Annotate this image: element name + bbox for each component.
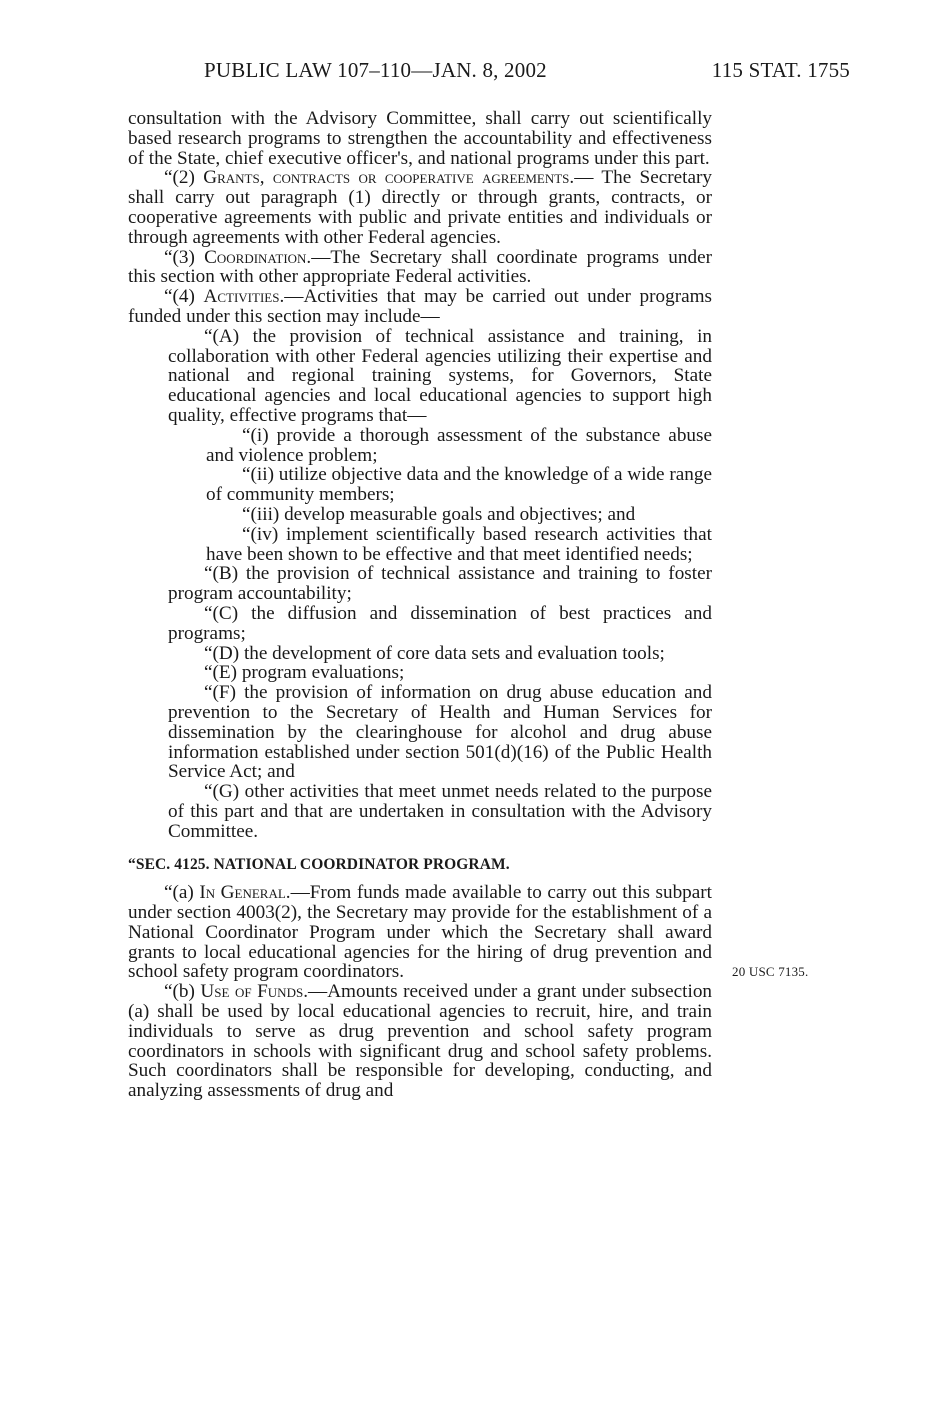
subparagraph-c: “(C) the diffusion and dissemination of best practices and programs; bbox=[168, 602, 712, 644]
clause-iii: “(iii) develop measurable goals and objectives; and bbox=[242, 503, 636, 525]
subsection-number: “(b) bbox=[164, 981, 201, 1003]
paragraph-heading: Coordination. bbox=[204, 246, 312, 268]
statute-page: 115 STAT. 1755 bbox=[711, 58, 850, 82]
subsection-b bbox=[128, 982, 712, 1101]
subparagraph-b: “(B) the provision of technical assistance and training to foster program accountability; bbox=[168, 563, 712, 605]
section-heading: “SEC. 4125. NATIONAL COORDINATOR PROGRAM. bbox=[128, 856, 510, 874]
subparagraph-e: “(E) program evaluations; bbox=[204, 662, 405, 684]
subsection-text: —From funds made available to carry out this subpart under section 4003(2), the Secretary may provide for the establishment of a National Coordinator Program under which the Secretary shall award grants to local educational agencies for the hiring of drug prevention and school safety program coordinators. bbox=[128, 882, 713, 983]
document-body bbox=[128, 109, 712, 1101]
paragraph-2 bbox=[128, 168, 712, 247]
clause-iv: “(iv) implement scientifically based research activities that have been shown to be effective and that meet identified needs; bbox=[206, 523, 712, 565]
paragraph-heading: Activities. bbox=[203, 286, 285, 308]
paragraph-4 bbox=[128, 287, 712, 327]
paragraph-continuation: consultation with the Advisory Committee, shall carry out scientifically based research programs to strengthen the accountability and effectiveness of the State, chief executive officer's, and national programs under this part. bbox=[128, 108, 712, 169]
subsection-text: —Amounts received under a grant under subsection (a) shall be used by local educational agencies to recruit, hire, and train individuals to serve as drug prevention and school safety program coordinators in schools with significant drug and school safety problems. Such coordinators shall be responsible for developing, conducting, and analyzing assessments of drug and bbox=[128, 981, 713, 1102]
clause-i: “(i) provide a thorough assessment of the substance abuse and violence problem; bbox=[206, 424, 712, 466]
paragraph-text: — The Secretary shall carry out paragraph (1) directly or through grants, contracts, or cooperative agreements with public and private entities and individuals or through agreements with other Federal agencies. bbox=[128, 167, 712, 248]
usc-margin-note: 20 USC 7135. bbox=[732, 964, 809, 979]
subparagraph-a: “(A) the provision of technical assistance and training, in collaboration with other Federal agencies utilizing their expertise and national and regional training systems, for Governors, State educational agencies and local educational agencies to support high quality, effective programs that— bbox=[168, 325, 712, 426]
subsection-number: “(a) bbox=[164, 882, 200, 904]
paragraph-number: “(4) bbox=[164, 286, 204, 308]
subparagraph-d: “(D) the development of core data sets and evaluation tools; bbox=[204, 642, 665, 664]
subparagraph-f: “(F) the provision of information on drug abuse education and prevention to the Secretary of Health and Human Services for dissemination by the clearinghouse for alcohol and drug abuse information established under section 501(d)(16) of the Public Health Service Act; and bbox=[168, 682, 712, 783]
paragraph-number: “(2) bbox=[164, 167, 204, 189]
paragraph-text: —Activities that may be carried out under programs funded under this section may include— bbox=[128, 286, 713, 327]
subsection-a bbox=[128, 883, 712, 982]
paragraph-heading: Grants, contracts or cooperative agreements. bbox=[203, 167, 575, 189]
paragraph-number: “(3) bbox=[164, 246, 205, 268]
paragraph-3 bbox=[128, 248, 712, 288]
law-citation: PUBLIC LAW 107–110—JAN. 8, 2002 bbox=[204, 58, 547, 82]
clause-ii: “(ii) utilize objective data and the knowledge of a wide range of community members; bbox=[206, 464, 712, 506]
subsection-heading: Use of Funds. bbox=[200, 981, 308, 1003]
paragraph-text: —The Secretary shall coordinate programs under this section with other appropriate Federal activities. bbox=[128, 246, 712, 288]
subsection-heading: In General. bbox=[199, 882, 291, 904]
subparagraph-g: “(G) other activities that meet unmet needs related to the purpose of this part and that are undertaken in consultation with the Advisory Committee. bbox=[168, 781, 712, 842]
